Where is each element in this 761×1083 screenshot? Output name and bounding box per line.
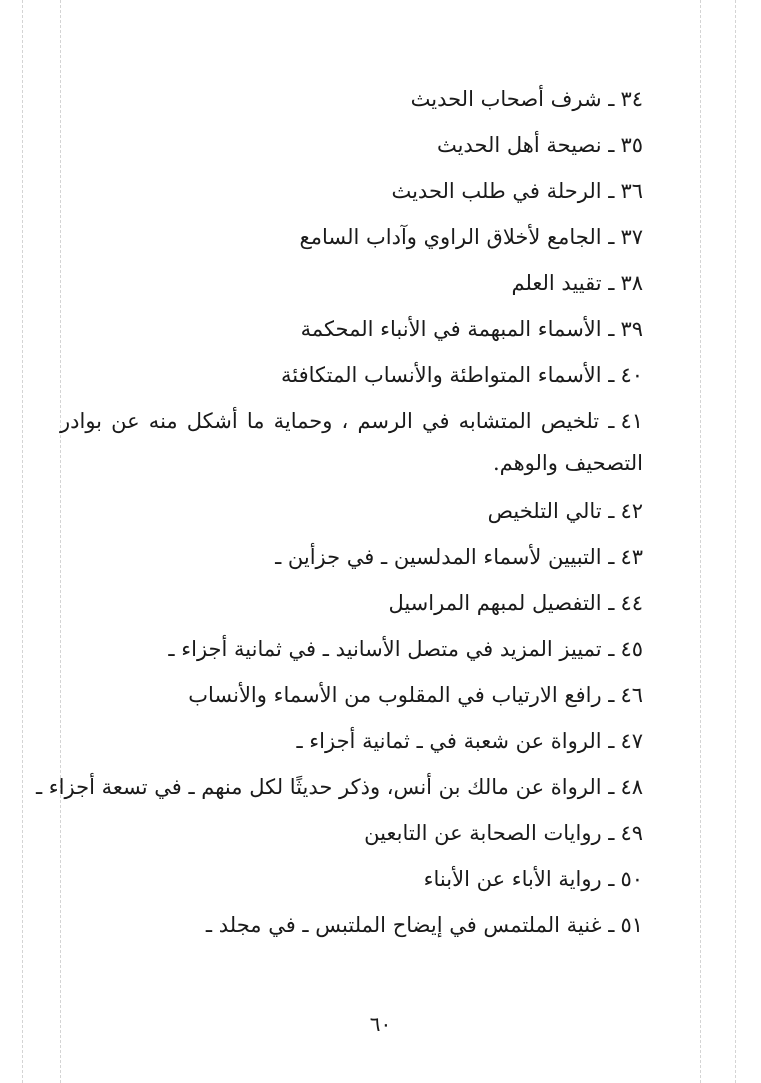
entry-number: ٤٢ — [620, 499, 643, 523]
entry-number: ٤٣ — [620, 545, 643, 569]
entry-number: ٤٤ — [620, 591, 643, 615]
entry-number: ٤٦ — [620, 683, 643, 707]
list-item — [60, 78, 643, 120]
entry-number: ٣٩ — [620, 317, 643, 341]
entry-text: ـ الأسماء المتواطئة والأنساب المتكافئة — [281, 363, 615, 387]
list-item — [35, 766, 643, 808]
entry-number: ٤٧ — [620, 729, 643, 753]
entry-text: ـ الأسماء المبهمة في الأنباء المحكمة — [300, 317, 615, 341]
list-item — [60, 308, 643, 350]
scan-guide-line — [700, 0, 701, 1083]
entry-text: ـ غنية الملتمس في إيضاح الملتبس ـ في مجلد ـ — [205, 913, 615, 937]
entry-text: ـ الرواة عن مالك بن أنس، وذكر حديثًا لكل منهم ـ في تسعة أجزاء ـ — [35, 775, 615, 799]
entry-text: ـ رواية الأباء عن الأبناء — [423, 867, 615, 891]
entry-number: ٣٦ — [620, 179, 643, 203]
scan-guide-line — [735, 0, 736, 1083]
scan-guide-line — [22, 0, 23, 1083]
list-item — [60, 262, 643, 304]
entry-text: ـ الجامع لأخلاق الراوي وآداب السامع — [299, 225, 615, 249]
entry-text: ـ التبيين لأسماء المدلسين ـ في جزأين ـ — [275, 545, 615, 569]
list-item — [60, 216, 643, 258]
entry-number: ٥١ — [620, 913, 643, 937]
entry-text: ـ الرحلة في طلب الحديث — [391, 179, 615, 203]
entry-text: ـ تمييز المزيد في متصل الأسانيد ـ في ثمانية أجزاء ـ — [168, 637, 615, 661]
entry-number: ٣٧ — [620, 225, 643, 249]
page-number: ٦٠ — [369, 1012, 392, 1036]
entry-text: ـ الرواة عن شعبة في ـ ثمانية أجزاء ـ — [296, 729, 615, 753]
entry-number: ٤٠ — [620, 363, 643, 387]
list-item — [60, 354, 643, 396]
entry-number: ٣٥ — [620, 133, 643, 157]
entry-text: ـ رافع الارتياب في المقلوب من الأسماء والأنساب — [188, 683, 615, 707]
list-item — [60, 720, 643, 762]
entry-text: ـ تقييد العلم — [511, 271, 615, 295]
list-item — [60, 490, 643, 532]
entry-text: ـ تلخيص المتشابه في الرسم ، وحماية ما أشكل منه عن بوادر التصحيف والوهم. — [60, 409, 643, 475]
entry-text: ـ روايات الصحابة عن التابعين — [364, 821, 615, 845]
entry-text: ـ التفصيل لمبهم المراسيل — [388, 591, 615, 615]
list-item — [60, 904, 643, 946]
entry-number: ٤١ — [620, 409, 643, 433]
list-item — [60, 674, 643, 716]
entry-number: ٤٩ — [620, 821, 643, 845]
entry-text: ـ تالي التلخيص — [487, 499, 615, 523]
entry-number: ٣٤ — [620, 87, 643, 111]
list-item — [60, 858, 643, 900]
list-item — [60, 582, 643, 624]
list-item — [60, 124, 643, 166]
entry-text: ـ نصيحة أهل الحديث — [436, 133, 615, 157]
entry-number: ٤٨ — [620, 775, 643, 799]
list-item — [60, 536, 643, 578]
list-item — [60, 812, 643, 854]
entry-text: ـ شرف أصحاب الحديث — [410, 87, 615, 111]
entry-number: ٣٨ — [620, 271, 643, 295]
list-item — [60, 628, 643, 670]
entry-number: ٥٠ — [620, 867, 643, 891]
list-item — [60, 400, 643, 484]
entry-number: ٤٥ — [620, 637, 643, 661]
list-item — [60, 170, 643, 212]
